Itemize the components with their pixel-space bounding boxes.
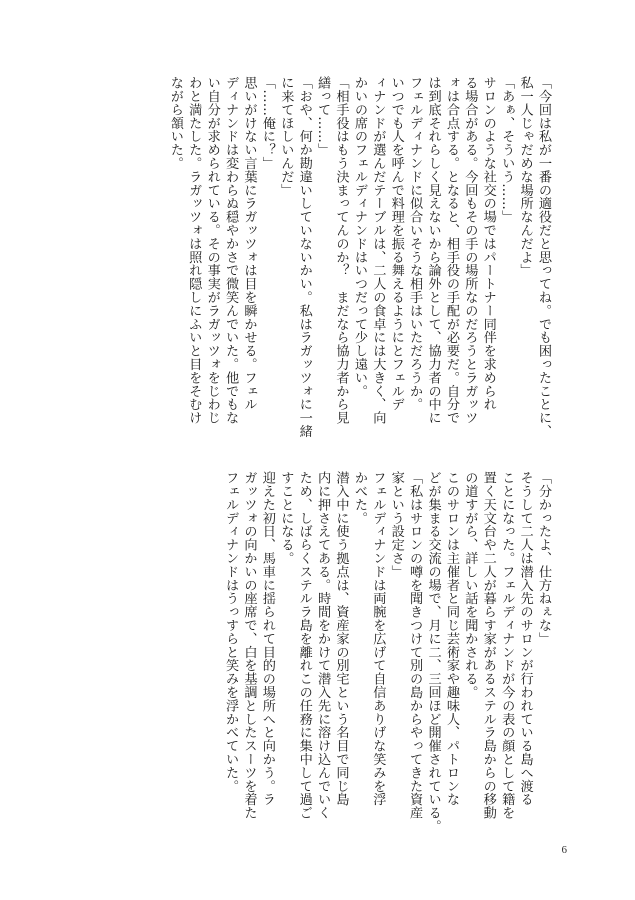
text-line: どが集まる交流の場で、月に二、三回ほど開催されている。 <box>425 471 441 833</box>
text-line: かいの席のフェルディナンドはいつだって少し遠い。 <box>351 76 367 398</box>
text-line: の道すがら、詳しい話を聞かされる。 <box>462 471 478 699</box>
text-line: ため、しばらくステルラ島を離れこの任務に集中して過ご <box>296 471 312 820</box>
text-line: い自分が求められている。その事実がラガッツォをじわじ <box>204 76 220 425</box>
text-line: ディナンドは変わらぬ穏やかさで微笑んでいた。他でもな <box>223 76 239 425</box>
text-line: 内に押さえてある。時間をかけて潜入先に溶け込んでいく <box>315 471 331 820</box>
text-line: る場合がある。今回もその手の場所なのだろうとラガッツ <box>462 76 478 425</box>
text-line: 「あぁ、そういう……」 <box>499 76 515 224</box>
text-line: すことになる。 <box>278 471 294 565</box>
text-line: わと満たした。ラガッツォは照れ隠しにふいと目をそむけ <box>186 76 202 425</box>
page-number: 6 <box>561 844 567 856</box>
text-line: フェルディナンドはうっすらと笑みを浮かべていた。 <box>223 471 239 793</box>
text-line: に来てほしいんだ」 <box>278 76 294 197</box>
text-line: 「私はサロンの噂を聞きつけて別の島からやってきた資産 <box>407 471 423 820</box>
text-line: 置く天文台や二人が暮らす家があるステルラ島からの移動 <box>480 471 496 820</box>
text-line: フェルディナンドは両腕を広げて自信ありげな笑みを浮 <box>370 471 386 806</box>
text-line: ガッツォの向かいの座席で、白を基調としたスーツを着た <box>241 471 257 820</box>
text-line: 私一人じゃだめな場所なんだよ」 <box>517 76 533 277</box>
text-line: フェルディナンドに似合いそうな相手はいただろうか。 <box>407 76 423 411</box>
text-line: ォは合点する。となると、相手役の手配が必要だ。自分で <box>443 76 459 425</box>
text-line: そうして二人は潜入先のサロンが行われている島へ渡る <box>517 471 533 806</box>
text-line: 家という設定さ」 <box>388 471 404 579</box>
text-line: かべた。 <box>351 471 367 525</box>
text-line: 思いがけない言葉にラガッツォは目を瞬かせる。フェル <box>241 76 257 411</box>
text-line: このサロンは主催者と同じ芸術家や趣味人、パトロンな <box>443 471 459 806</box>
text-line: 繕って……」 <box>315 76 331 157</box>
text-line: ながら頷いた。 <box>167 76 183 170</box>
text-block-top <box>165 76 552 456</box>
text-line: ことになった。フェルディナンドが今の表の顔として籍を <box>499 471 515 820</box>
text-block-bottom <box>221 471 552 851</box>
text-line: サロンのような社交の場ではパートナー同伴を求められ <box>480 76 496 411</box>
text-line: 「相手役はもう決まってんのか？ まだなら協力者から見 <box>333 76 349 425</box>
text-line: は到底それらしく見えないから論外として、協力者の中に <box>425 76 441 425</box>
text-line: 「分かったよ、仕方ねぇな」 <box>536 471 551 646</box>
text-line: 「今回は私が一番の適役だと思ってね。でも困ったことに、 <box>536 76 551 438</box>
text-line: 「おや、何か勘違いしていないかい。私はラガッツォに一緒 <box>296 76 312 438</box>
text-line: いつでも人を呼んで料理を振る舞えるようにとフェルデ <box>388 76 404 411</box>
text-line: ィナンドが選んだテーブルは、二人の食卓には大きく、向 <box>370 76 386 425</box>
text-line: 潜入中に使う拠点は、資産家の別宅という名目で同じ島 <box>333 471 349 806</box>
text-line: 「……俺に？」 <box>259 76 275 170</box>
text-line: 迎えた初日、馬車に揺られて目的の場所へと向かう。ラ <box>259 471 275 806</box>
